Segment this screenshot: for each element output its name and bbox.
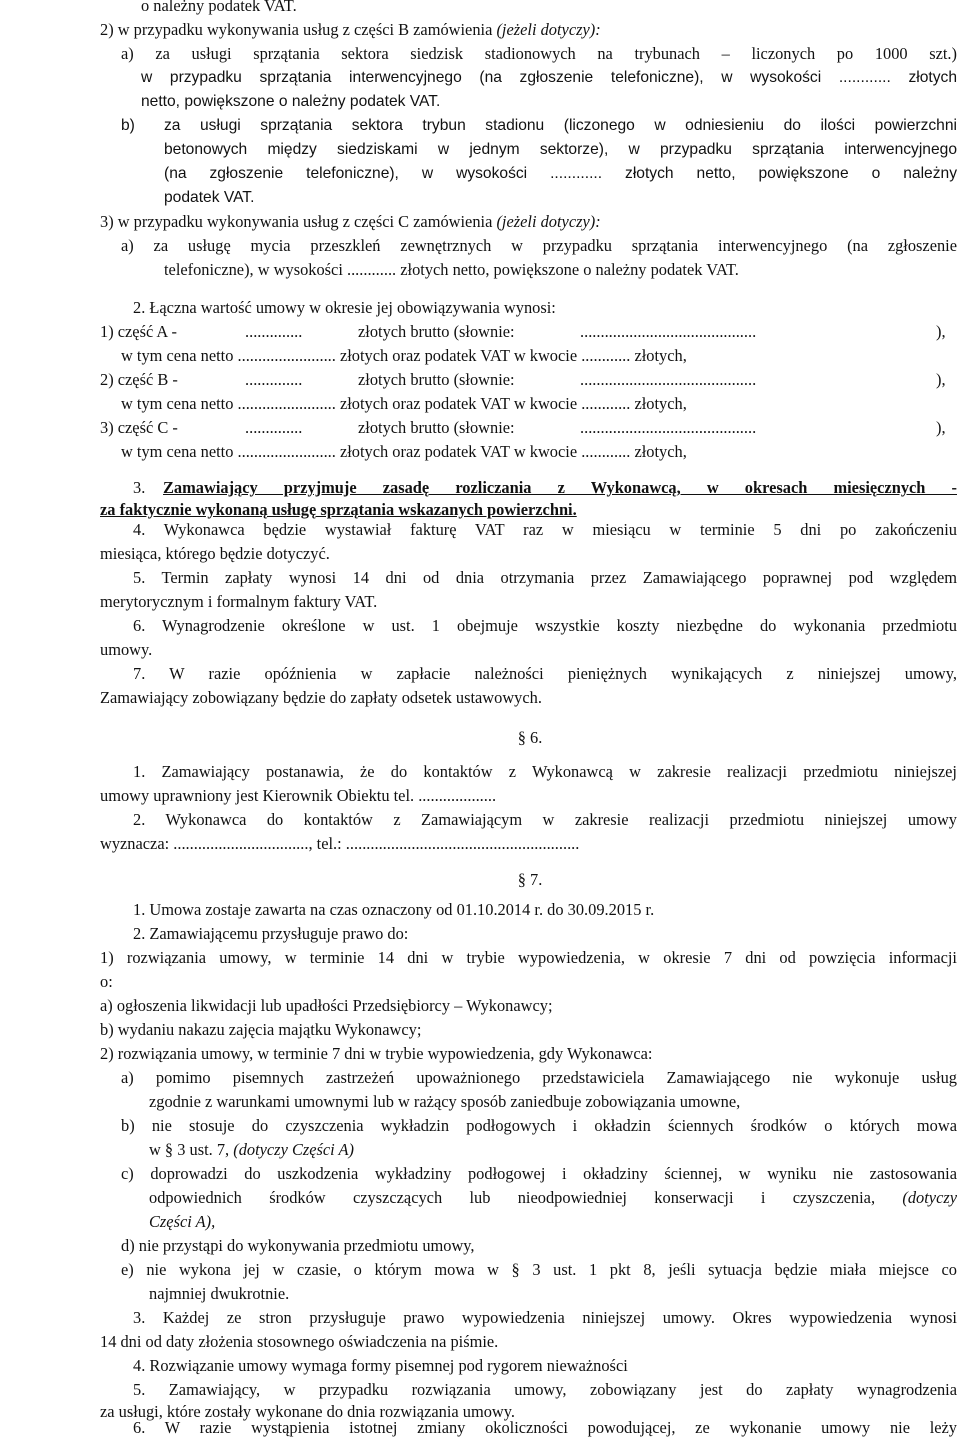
text-line: a) ogłoszenia likwidacji lub upadłości Przedsiębiorcy – Wykonawcy; (100, 996, 553, 1015)
dots-field: ........................................... (580, 370, 757, 389)
text-line: e) nie wykona jej w czasie, o którym mowa w § 3 ust. 1 pkt 8, jeśli sytuacja będzie miała miejsce co (121, 1260, 957, 1279)
brutto-label: złotych brutto (słownie: (358, 370, 515, 389)
part-label: 1) część A - (100, 322, 177, 341)
part-label: 3) część C - (100, 418, 178, 437)
brutto-label: złotych brutto (słownie: (358, 322, 515, 341)
dots-field: .............. (245, 322, 303, 341)
dots-field: ........................................... (580, 418, 757, 437)
text-line: 2) rozwiązania umowy, w terminie 7 dni w trybie wypowiedzenia, gdy Wykonawca: (100, 1044, 653, 1063)
brutto-label: złotych brutto (słownie: (358, 418, 515, 437)
text-fragment: w § 3 ust. 7, (149, 1140, 234, 1159)
text-line (149, 1140, 354, 1160)
text-line-emphasis: Zamawiający przyjmuje zasadę rozliczania z Wykonawcą, w okresach miesięcznych - (163, 478, 957, 497)
text-fragment: odpowiednich środków czyszczących lub nieodpowiedniej konserwacji i czyszczenia, (149, 1188, 903, 1207)
text-fragment-italic: (dotyczy Części A) (233, 1140, 355, 1159)
text-line (149, 1188, 957, 1208)
text-line: 2. Wykonawca do kontaktów z Zamawiającym w zakresie realizacji przedmiotu niniejszej umowy (133, 810, 957, 829)
text-line: Zamawiający zobowiązany będzie do zapłaty odsetek ustawowych. (100, 688, 542, 707)
text-line (100, 212, 601, 232)
net-line: w tym cena netto ........................ złotych oraz podatek VAT w kwocie ............ złotych, (121, 346, 687, 365)
text-line-emphasis: za faktycznie wykonaną usługę sprzątania wskazanych powierzchni. (100, 500, 577, 519)
closing-paren: ), (936, 322, 946, 341)
section-title: § 6. (517, 728, 543, 747)
text-line: 1) rozwiązania umowy, w terminie 14 dni w trybie wypowiedzenia, w okresie 7 dni od powzięcia informacji (100, 948, 957, 967)
text-line: 2. Zamawiającemu przysługuje prawo do: (133, 924, 409, 943)
text-line: (na zgłoszenie telefoniczne), w wysokości ............ złotych netto, powiększone o należny (164, 165, 957, 182)
text-line: b) wydaniu nakazu zajęcia majątku Wykonawcy; (100, 1020, 422, 1039)
text-line: netto, powiększone o należny podatek VAT. (141, 93, 441, 110)
text-line: 4. Wykonawca będzie wystawiał fakturę VAT raz w miesiącu w terminie 5 dni po zakończeniu (133, 520, 957, 539)
text-line: w przypadku sprzątania interwencyjnego (na zgłoszenie telefoniczne), w wysokości ............ złotych (141, 69, 957, 86)
text-fragment: 2) w przypadku wykonywania usług z części B zamówienia (100, 20, 497, 39)
text-line: umowy uprawniony jest Kierownik Obiektu tel. ................... (100, 786, 497, 805)
text-line: 14 dni od daty złożenia stosownego oświadczenia na piśmie. (100, 1332, 499, 1351)
text-line: 6. Wynagrodzenie określone w ust. 1 obejmuje wszystkie koszty niezbędne do wykonania przedmiotu (133, 616, 957, 635)
closing-paren: ), (936, 418, 946, 437)
text-line: merytorycznym i formalnym faktury VAT. (100, 592, 378, 611)
text-fragment-italic: (jeżeli dotyczy): (496, 212, 601, 231)
text-line: za usługi, które zostały wykonane do dnia rozwiązania umowy. (100, 1402, 515, 1421)
text-fragment-italic: (jeżeli dotyczy): (496, 20, 601, 39)
dots-field: .............. (245, 418, 303, 437)
section-title: § 7. (517, 870, 543, 889)
text-line: wyznacza: ................................., tel.: ......................................................... (100, 834, 580, 853)
text-line: a) za usługi sprzątania sektora siedzisk stadionowych na trybunach – liczonych po 1000 szt.) (121, 44, 957, 63)
text-line: 7. W razie opóźnienia w zapłacie należności pieniężnych wynikających z niniejszej umowy, (133, 664, 957, 683)
text-line: b) nie stosuje do czyszczenia wykładzin podłogowych i okładzin ściennych środków o których mowa (121, 1116, 957, 1135)
text-line-italic: Części A), (149, 1212, 216, 1231)
text-line: d) nie przystąpi do wykonywania przedmiotu umowy, (121, 1236, 475, 1255)
text-line: miesiąca, którego będzie dotyczyć. (100, 544, 330, 563)
text-line: 1. Umowa zostaje zawarta na czas oznaczony od 01.10.2014 r. do 30.09.2015 r. (133, 900, 655, 919)
text-line: 3. Każdej ze stron przysługuje prawo wypowiedzenia niniejszej umowy. Okres wypowiedzenia wynosi (133, 1308, 957, 1327)
list-number: 3. (133, 478, 146, 497)
text-line: 6. W razie wystąpienia istotnej zmiany okoliczności powodującej, ze wykonanie umowy nie leży (133, 1418, 957, 1437)
text-line: 5. Zamawiający, w przypadku rozwiązania umowy, zobowiązany jest do zapłaty wynagrodzenia (133, 1380, 957, 1399)
part-label: 2) część B - (100, 370, 178, 389)
text-line: 1. Zamawiający postanawia, że do kontaktów z Wykonawcą w zakresie realizacji przedmiotu niniejszej (133, 762, 957, 781)
text-line: a) pomimo pisemnych zastrzeżeń upoważnionego przedstawiciela Zamawiającego nie wykonuje usług (121, 1068, 957, 1087)
net-line: w tym cena netto ........................ złotych oraz podatek VAT w kwocie ............ złotych, (121, 442, 687, 461)
text-line: a) za usługę mycia przeszkleń zewnętrznych w przypadku sprzątania interwencyjnego (na zgłoszenie (121, 236, 957, 255)
text-line: podatek VAT. (164, 189, 255, 206)
text-fragment-italic: (dotyczy (902, 1188, 957, 1207)
text-line: 5. Termin zapłaty wynosi 14 dni od dnia otrzymania przez Zamawiającego poprawnej pod względem (133, 568, 957, 587)
closing-paren: ), (936, 370, 946, 389)
text-line: betonowych między siedziskami w jednym sektorze), w przypadku sprzątania interwencyjnego (164, 141, 957, 158)
dots-field: ........................................... (580, 322, 757, 341)
text-line: umowy. (100, 640, 153, 659)
text-fragment: 3) w przypadku wykonywania usług z części C zamówienia (100, 212, 497, 231)
dots-field: .............. (245, 370, 303, 389)
text-line: o należny podatek VAT. (141, 0, 297, 15)
text-line: najmniej dwukrotnie. (149, 1284, 290, 1303)
text-line: za usługi sprzątania sektora trybun stadionu (liczonego w odniesieniu do ilości powierzchni (164, 117, 957, 134)
section-heading: 2. Łączna wartość umowy w okresie jej obowiązywania wynosi: (133, 298, 556, 317)
net-line: w tym cena netto ........................ złotych oraz podatek VAT w kwocie ............ złotych, (121, 394, 687, 413)
text-line: c) doprowadzi do uszkodzenia wykładziny podłogowej i okładziny ściennej, w wyniku nie zastosowania (121, 1164, 957, 1183)
list-marker: b) (121, 117, 135, 134)
text-line: o: (100, 972, 113, 991)
text-line (100, 20, 601, 40)
text-line: zgodnie z warunkami umownymi lub w rażący sposób zaniedbuje zobowiązania umowne, (149, 1092, 741, 1111)
text-line: 4. Rozwiązanie umowy wymaga formy pisemnej pod rygorem nieważności (133, 1356, 628, 1375)
text-line: telefoniczne), w wysokości ............ złotych netto, powiększone o należny podatek VAT. (164, 260, 739, 279)
